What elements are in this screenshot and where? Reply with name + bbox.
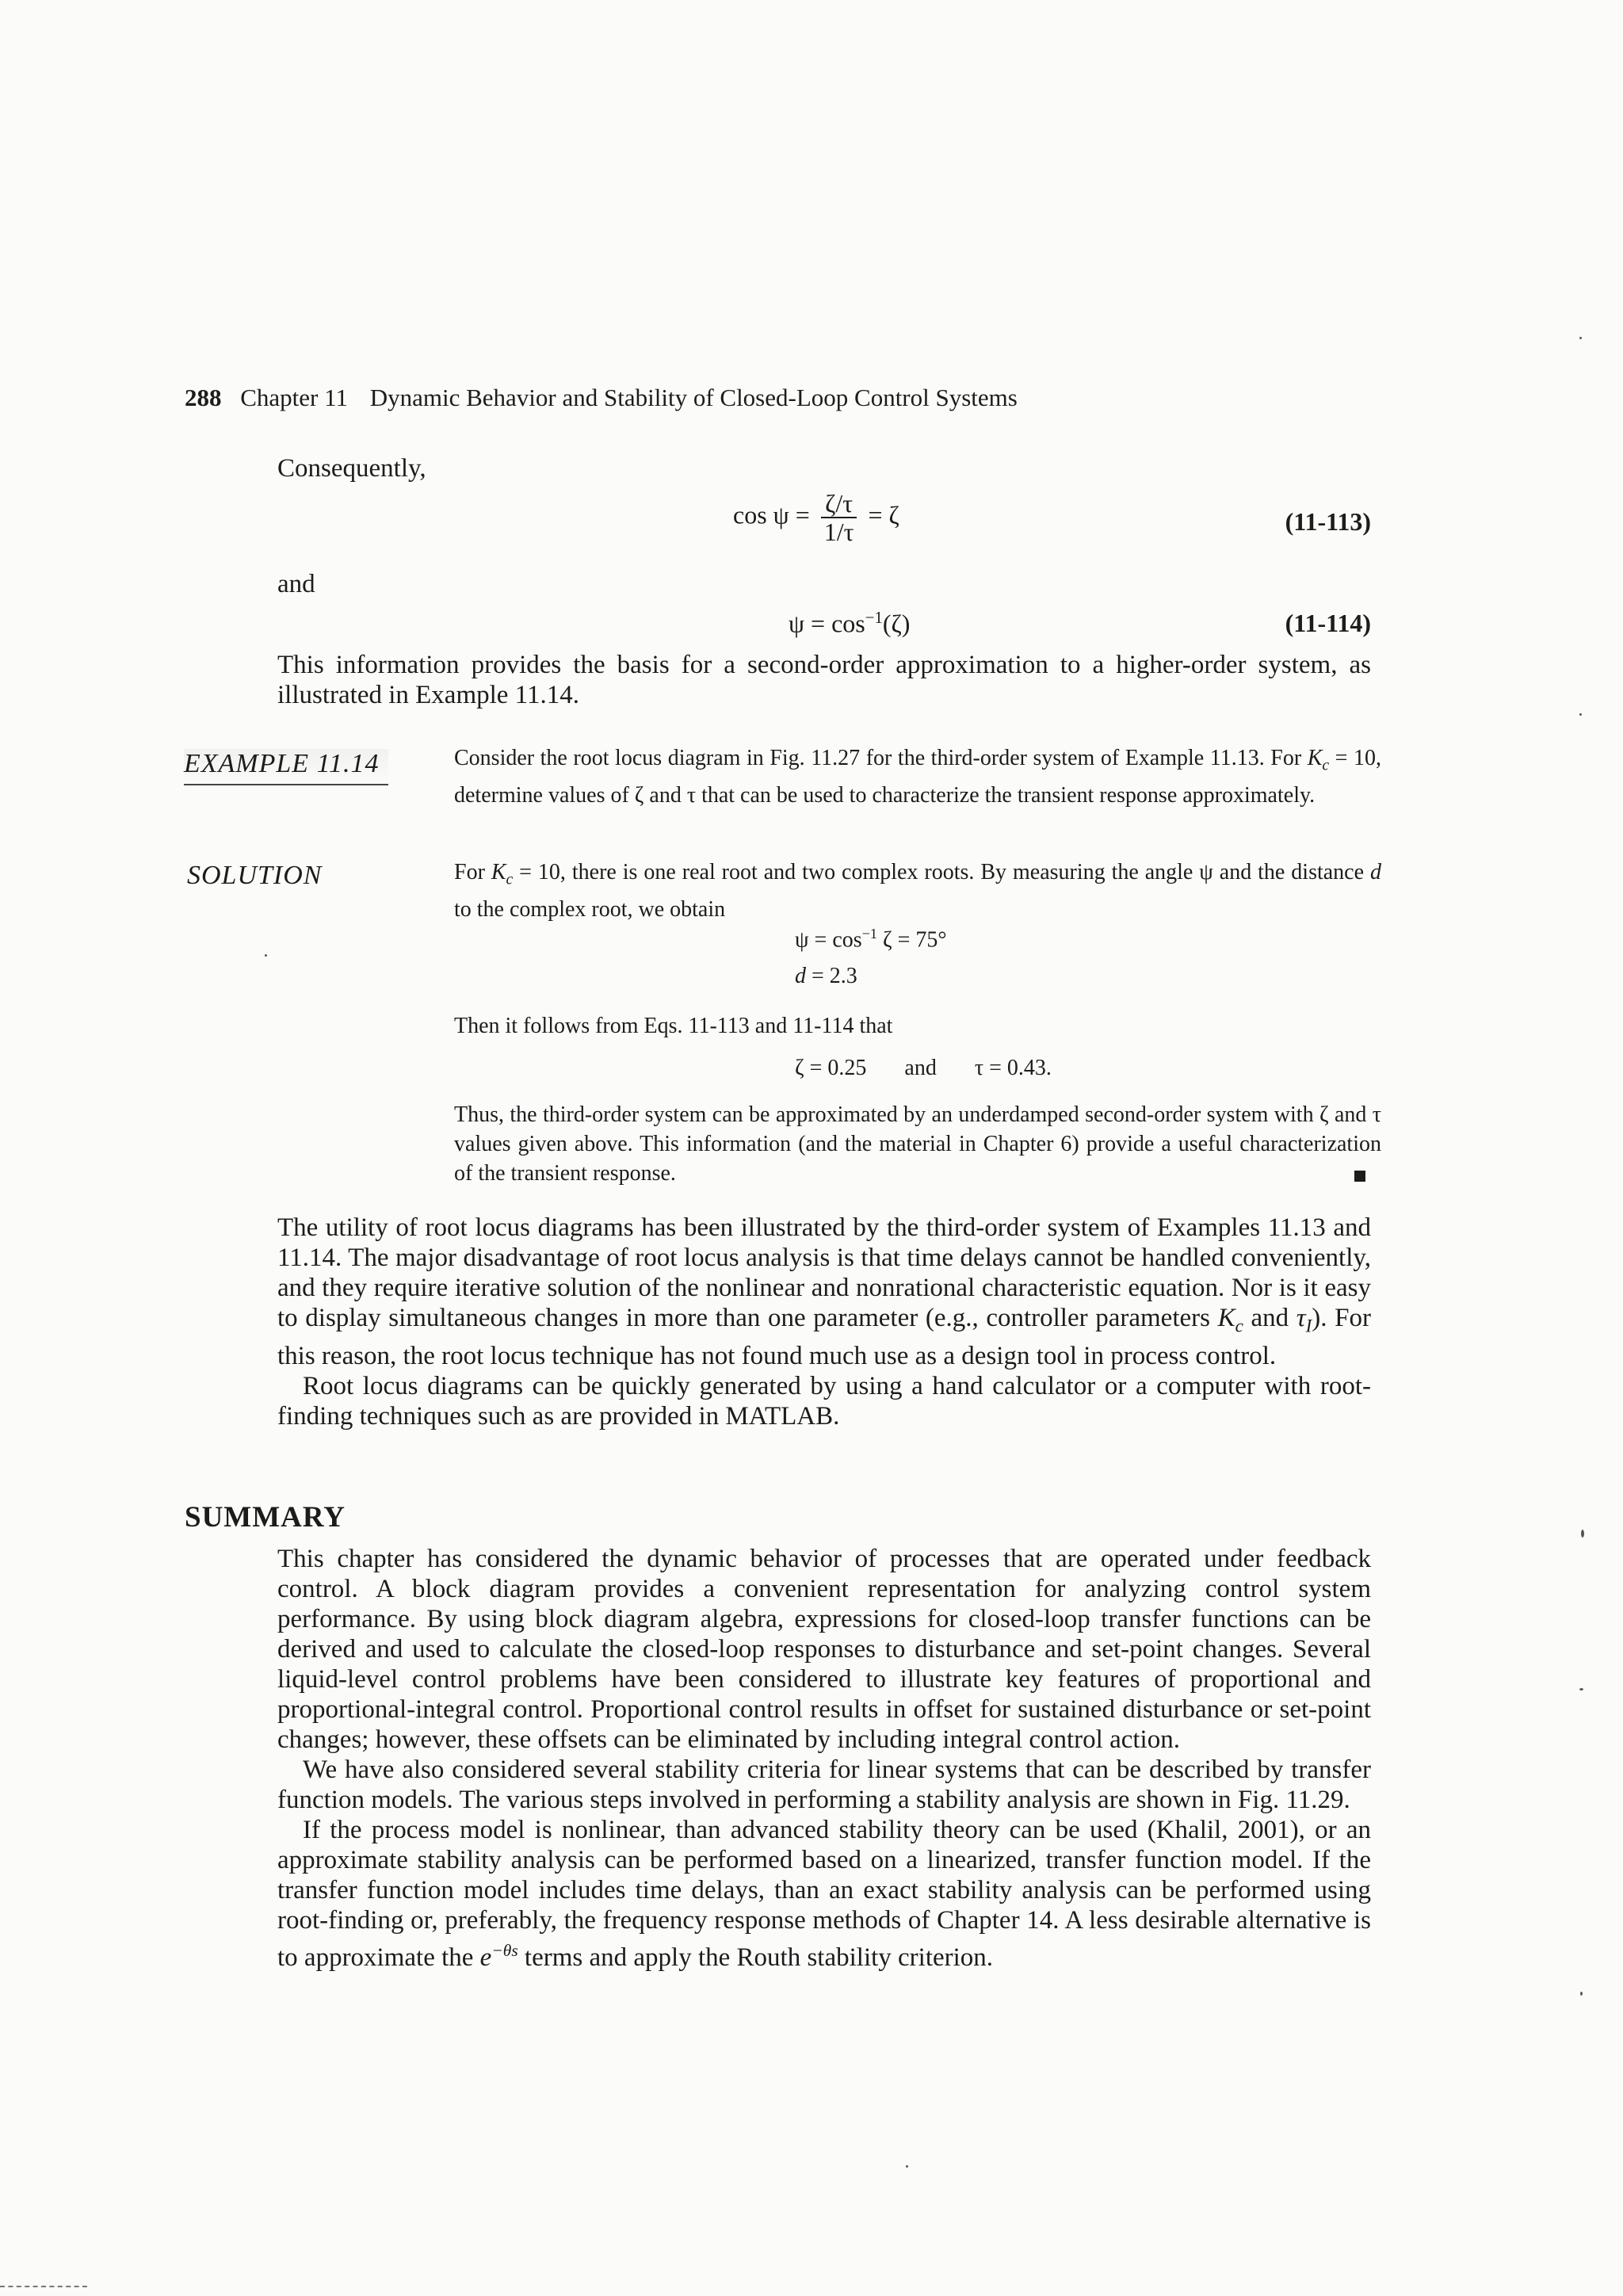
paragraph-utility: The utility of root locus diagrams has been illustrated by the third-order system of Examples 11.13 and 11.14. The major disadvantage of root locus analysis is that time delays cannot be handled conveniently, and they require iterative solution of the nonlinear and nonrational characteristic equation. Nor is it easy to display simultaneous changes in more than one parameter (e.g., controller parameters $K_c$ and $\tau_I$). For this reason, the root locus technique has not found much use as a design tool in process control. Root locus diagrams can be quickly generated by using a hand calculator or a computer with root-finding techniques such as are provided in MATLAB. bbox=[277, 1213, 1371, 1431]
end-of-example-mark bbox=[1354, 1171, 1365, 1182]
scan-edge-mark bbox=[0, 2286, 87, 2290]
solution-label: SOLUTION bbox=[187, 861, 323, 890]
solution-paragraph-1: For $K_c = 10$, there is one real root and two complex roots. By measuring the angle ψ and the distance d to the complex root, we obtain bbox=[454, 860, 1381, 922]
scan-speck bbox=[1581, 1530, 1584, 1538]
paragraph-root-locus: Root locus diagrams can be quickly generated by using a hand calculator or a computer with root-finding techniques such as are provided in MATLAB. bbox=[277, 1371, 1371, 1431]
equation-d: d = 2.3 bbox=[795, 964, 857, 988]
equation-results: ζ = 0.25 and τ = 0.43. bbox=[795, 1056, 1052, 1080]
scan-speck bbox=[1579, 337, 1582, 339]
summary-paragraph-2: We have also considered several stability criteria for linear systems that can be described by transfer function models. The various steps involved in performing a stability analysis are shown in Fig. 11.29. bbox=[277, 1755, 1371, 1814]
equation-psi: $\psi = \cos^{-1} \zeta = 75^\circ$ bbox=[795, 926, 947, 953]
chapter-title: Dynamic Behavior and Stability of Closed-Loop Control Systems bbox=[369, 384, 1018, 411]
equation-body: cos ψ = $\frac{\zeta/\tau}{1/\tau}$ = ζ bbox=[733, 489, 899, 546]
fraction: $\frac{\zeta/\tau}{1/\tau}$ bbox=[821, 490, 857, 545]
equation-11-113 bbox=[277, 490, 1371, 553]
paragraph-basis: This information provides the basis for a second-order approximation to a higher-order system, as illustrated in Example 11.14. bbox=[277, 651, 1371, 709]
solution-paragraph-2: Then it follows from Eqs. 11-113 and 11-114 that bbox=[454, 1014, 893, 1038]
example-label: EXAMPLE 11.14 bbox=[184, 749, 388, 785]
equation-number: (11-114) bbox=[1285, 609, 1371, 637]
scan-speck bbox=[1579, 713, 1582, 716]
solution-paragraph-3: Thus, the third-order system can be approximated by an underdamped second-order system with ζ and τ values given above. This information (and the material in Chapter 6) provide a useful characterization of the transient response. bbox=[454, 1102, 1381, 1186]
page-number: 288 bbox=[185, 384, 222, 411]
example-statement: Consider the root locus diagram in Fig. 11.27 for the third-order system of Example 11.13. For $K_c = 10$, determine values of ζ and τ that can be used to characterize the transient response approximately. bbox=[454, 746, 1381, 808]
consequently-line: Consequently, bbox=[277, 454, 426, 483]
scan-speck bbox=[1579, 1688, 1583, 1690]
scan-speck bbox=[906, 2165, 908, 2168]
scan-speck bbox=[265, 954, 267, 957]
equation-11-114 bbox=[277, 609, 1371, 644]
and-line: and bbox=[277, 570, 315, 598]
running-header bbox=[185, 384, 1018, 412]
scan-speck bbox=[1580, 1992, 1583, 1996]
summary-paragraph-1: This chapter has considered the dynamic behavior of processes that are operated under feedback control. A block diagram provides a convenient representation for analyzing control system performance. By using block diagram algebra, expressions for closed-loop transfer functions can be derived and used to calculate the closed-loop responses to disturbance and set-point changes. Several liquid-level control problems have been considered to illustrate key features of proportional and proportional-integral control. Proportional control results in offset for sustained disturbance or set-point changes; however, these offsets can be eliminated by including integral control action. bbox=[277, 1545, 1371, 1754]
summary-body bbox=[277, 1544, 1371, 1973]
equation-number: (11-113) bbox=[1285, 507, 1371, 536]
chapter-label: Chapter 11 bbox=[240, 384, 348, 411]
equation-body: $\psi = \cos^{-1}(\zeta)$ bbox=[789, 609, 911, 638]
section-heading-summary: SUMMARY bbox=[185, 1501, 346, 1534]
summary-paragraph-3: If the process model is nonlinear, than advanced stability theory can be used (Khalil, 2001), or an approximate stability analysis can be performed based on a linearized, transfer function model. If the transfer function model includes time delays, than an exact stability analysis can be performed using root-finding or, preferably, the frequency response methods of Chapter 14. A less desirable alternative is to approximate the $e^{-\theta s}$ terms and apply the Routh stability criterion. bbox=[277, 1816, 1371, 1972]
